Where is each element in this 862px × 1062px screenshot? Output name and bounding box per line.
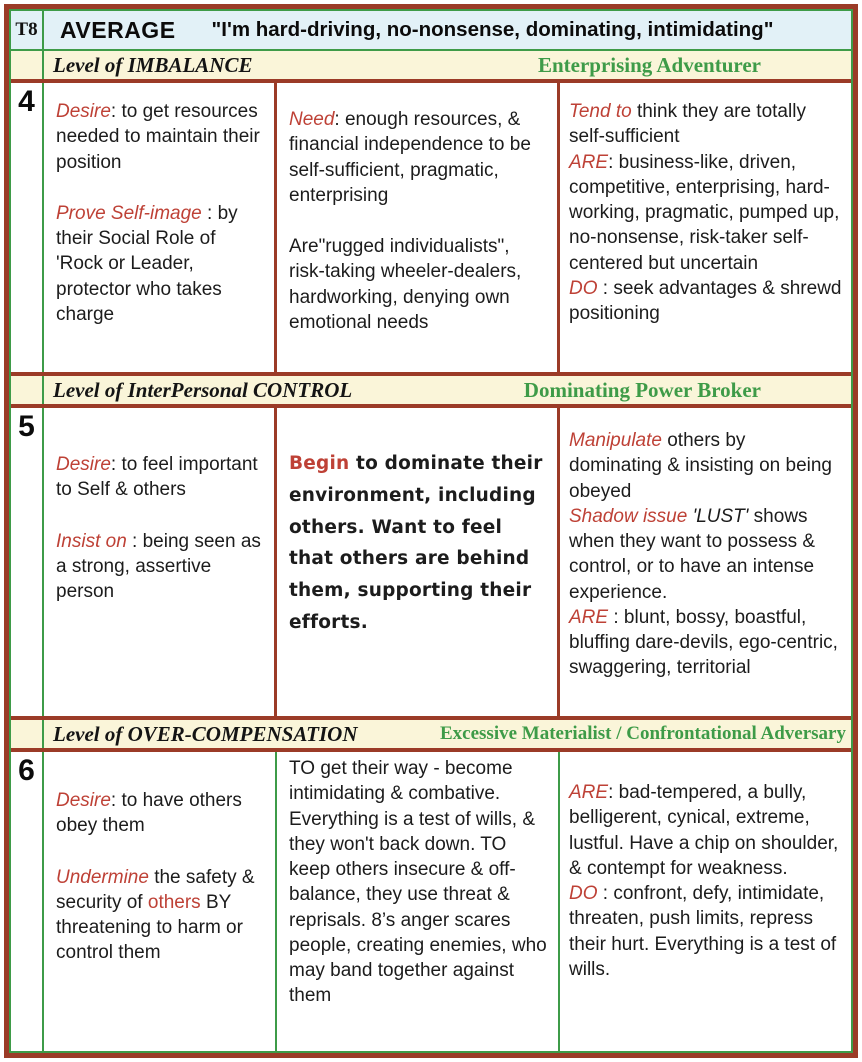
band-interpersonal-control bbox=[11, 372, 851, 408]
level-6-motivation-cell bbox=[44, 752, 277, 1051]
text-segment: TO get their way - become intimidating & combative. Everything is a test of wills, & they won't back down. TO keep others insecure & off-balance, they use threat & reprisals. 8’s anger scares people, creating enemies, who may band together against them bbox=[289, 758, 547, 1007]
paragraph bbox=[569, 428, 843, 504]
paragraph bbox=[56, 788, 267, 839]
band-content bbox=[44, 720, 851, 748]
text-segment: Desire bbox=[56, 454, 111, 475]
band-archetype-label: Enterprising Adventurer bbox=[537, 52, 761, 77]
paragraph bbox=[289, 756, 550, 1009]
band-imbalance bbox=[11, 51, 851, 83]
level-number: 6 bbox=[11, 752, 44, 1051]
level-group-title: AVERAGE bbox=[60, 16, 176, 43]
level-4-traits-cell bbox=[560, 83, 851, 372]
paragraph bbox=[56, 99, 266, 175]
self-talk-quote: "I'm hard-driving, no-nonsense, dominating, intimidating" bbox=[211, 18, 774, 41]
type-label-cell: T8 bbox=[11, 11, 44, 49]
text-segment: DO bbox=[569, 883, 598, 905]
text-segment: : enough resources, & financial independence to be self-sufficient, pragmatic, enterprising bbox=[289, 109, 531, 206]
level-6-behavior-cell bbox=[277, 752, 560, 1051]
text-segment: others by dominating & insisting on being obeyed bbox=[569, 430, 833, 502]
paragraph bbox=[289, 448, 549, 639]
text-segment: Tend to bbox=[569, 101, 632, 122]
level-4-needs-cell bbox=[277, 83, 560, 372]
band-number-spacer bbox=[11, 720, 44, 748]
text-segment: ARE bbox=[569, 782, 609, 803]
paragraph bbox=[569, 504, 843, 605]
level-4-row bbox=[11, 83, 851, 372]
level-5-motivation-cell bbox=[44, 408, 277, 716]
band-archetype-label: Excessive Materialist / Confrontational Adversary bbox=[440, 723, 846, 744]
text-segment: Shadow issue bbox=[569, 505, 688, 527]
band-level-label: Level of IMBALANCE bbox=[53, 52, 253, 77]
paragraph bbox=[569, 881, 843, 982]
text-segment: : confront, defy, intimidate, threaten, push limits, repress their hurt. Everything is a test of wills. bbox=[569, 883, 837, 980]
text-segment: shows when they want to possess & control, or to have an intense experience. bbox=[569, 505, 816, 603]
band-number-spacer bbox=[11, 51, 44, 79]
paragraph bbox=[56, 452, 266, 503]
band-content bbox=[44, 376, 851, 404]
text-segment: 'LUST' bbox=[692, 505, 749, 527]
text-segment: Begin bbox=[289, 453, 350, 474]
page-border bbox=[4, 4, 858, 1058]
paragraph bbox=[569, 276, 843, 327]
header-main-cell bbox=[44, 11, 851, 49]
text-segment: : blunt, bossy, boastful, bluffing dare-devils, ego-centric, swaggering, territorial bbox=[569, 606, 838, 679]
text-segment: : seek advantages & shrewd positioning bbox=[569, 277, 842, 325]
text-segment: BY threatening to harm or control them bbox=[56, 891, 243, 964]
text-segment: ARE bbox=[569, 606, 609, 628]
text-segment: : bad-tempered, a bully, belligerent, cynical, extreme, lustful. Have a chip on shoulder, & contempt for weakness. bbox=[569, 782, 839, 879]
text-segment: : to feel important to Self & others bbox=[56, 454, 258, 501]
level-5-behavior-cell bbox=[277, 408, 560, 716]
band-level-label: Level of InterPersonal CONTROL bbox=[53, 377, 353, 402]
paragraph bbox=[289, 107, 549, 208]
text-segment: Insist on bbox=[56, 530, 127, 552]
text-segment: Desire bbox=[56, 790, 111, 811]
text-segment: Desire bbox=[56, 101, 111, 122]
text-segment: Are"rugged individualists", risk-taking wheeler-dealers, hardworking, denying own emotional needs bbox=[289, 236, 522, 333]
text-segment: : to have others obey them bbox=[56, 790, 242, 837]
text-segment: others bbox=[147, 891, 201, 913]
paragraph bbox=[289, 234, 549, 335]
band-over-compensation bbox=[11, 716, 851, 752]
text-segment: : being seen as a strong, assertive person bbox=[56, 530, 261, 603]
band-number-spacer bbox=[11, 376, 44, 404]
text-segment: the safety & security of bbox=[56, 866, 255, 913]
paragraph bbox=[56, 201, 266, 327]
paragraph bbox=[569, 605, 843, 681]
text-segment: DO bbox=[569, 277, 598, 299]
text-segment: ARE bbox=[569, 151, 609, 173]
enneagram-type8-average-table bbox=[9, 9, 853, 1053]
text-segment: : by their Social Role of 'Rock or Leader, protector who takes charge bbox=[56, 202, 238, 325]
level-number: 5 bbox=[11, 408, 44, 716]
text-segment: Need bbox=[289, 109, 335, 130]
level-5-row bbox=[11, 408, 851, 716]
text-segment: Prove Self-image bbox=[56, 202, 202, 224]
header-row bbox=[11, 11, 851, 51]
paragraph bbox=[56, 865, 267, 966]
level-6-row bbox=[11, 752, 851, 1051]
level-number: 4 bbox=[11, 83, 44, 372]
text-segment: Manipulate bbox=[569, 430, 662, 451]
paragraph bbox=[569, 99, 843, 150]
paragraph bbox=[569, 150, 843, 276]
paragraph bbox=[56, 529, 266, 605]
text-segment: : to get resources needed to maintain their position bbox=[56, 101, 260, 173]
level-5-traits-cell bbox=[560, 408, 851, 716]
text-segment: to dominate their environment, including others. Want to feel that others are behind them, supporting their efforts. bbox=[289, 453, 543, 634]
level-6-traits-cell bbox=[560, 752, 851, 1051]
level-4-motivation-cell bbox=[44, 83, 277, 372]
text-segment: think they are totally self-sufficient bbox=[569, 101, 806, 148]
band-content bbox=[44, 51, 851, 79]
band-archetype-label: Dominating Power Broker bbox=[523, 377, 761, 402]
text-segment: Undermine bbox=[56, 866, 149, 888]
band-level-label: Level of OVER-COMPENSATION bbox=[53, 721, 358, 746]
paragraph bbox=[569, 780, 843, 881]
text-segment: : business-like, driven, competitive, enterprising, hard-working, pragmatic, pumped up, no-nonsense, risk-taker self-centered but uncertain bbox=[569, 151, 840, 274]
